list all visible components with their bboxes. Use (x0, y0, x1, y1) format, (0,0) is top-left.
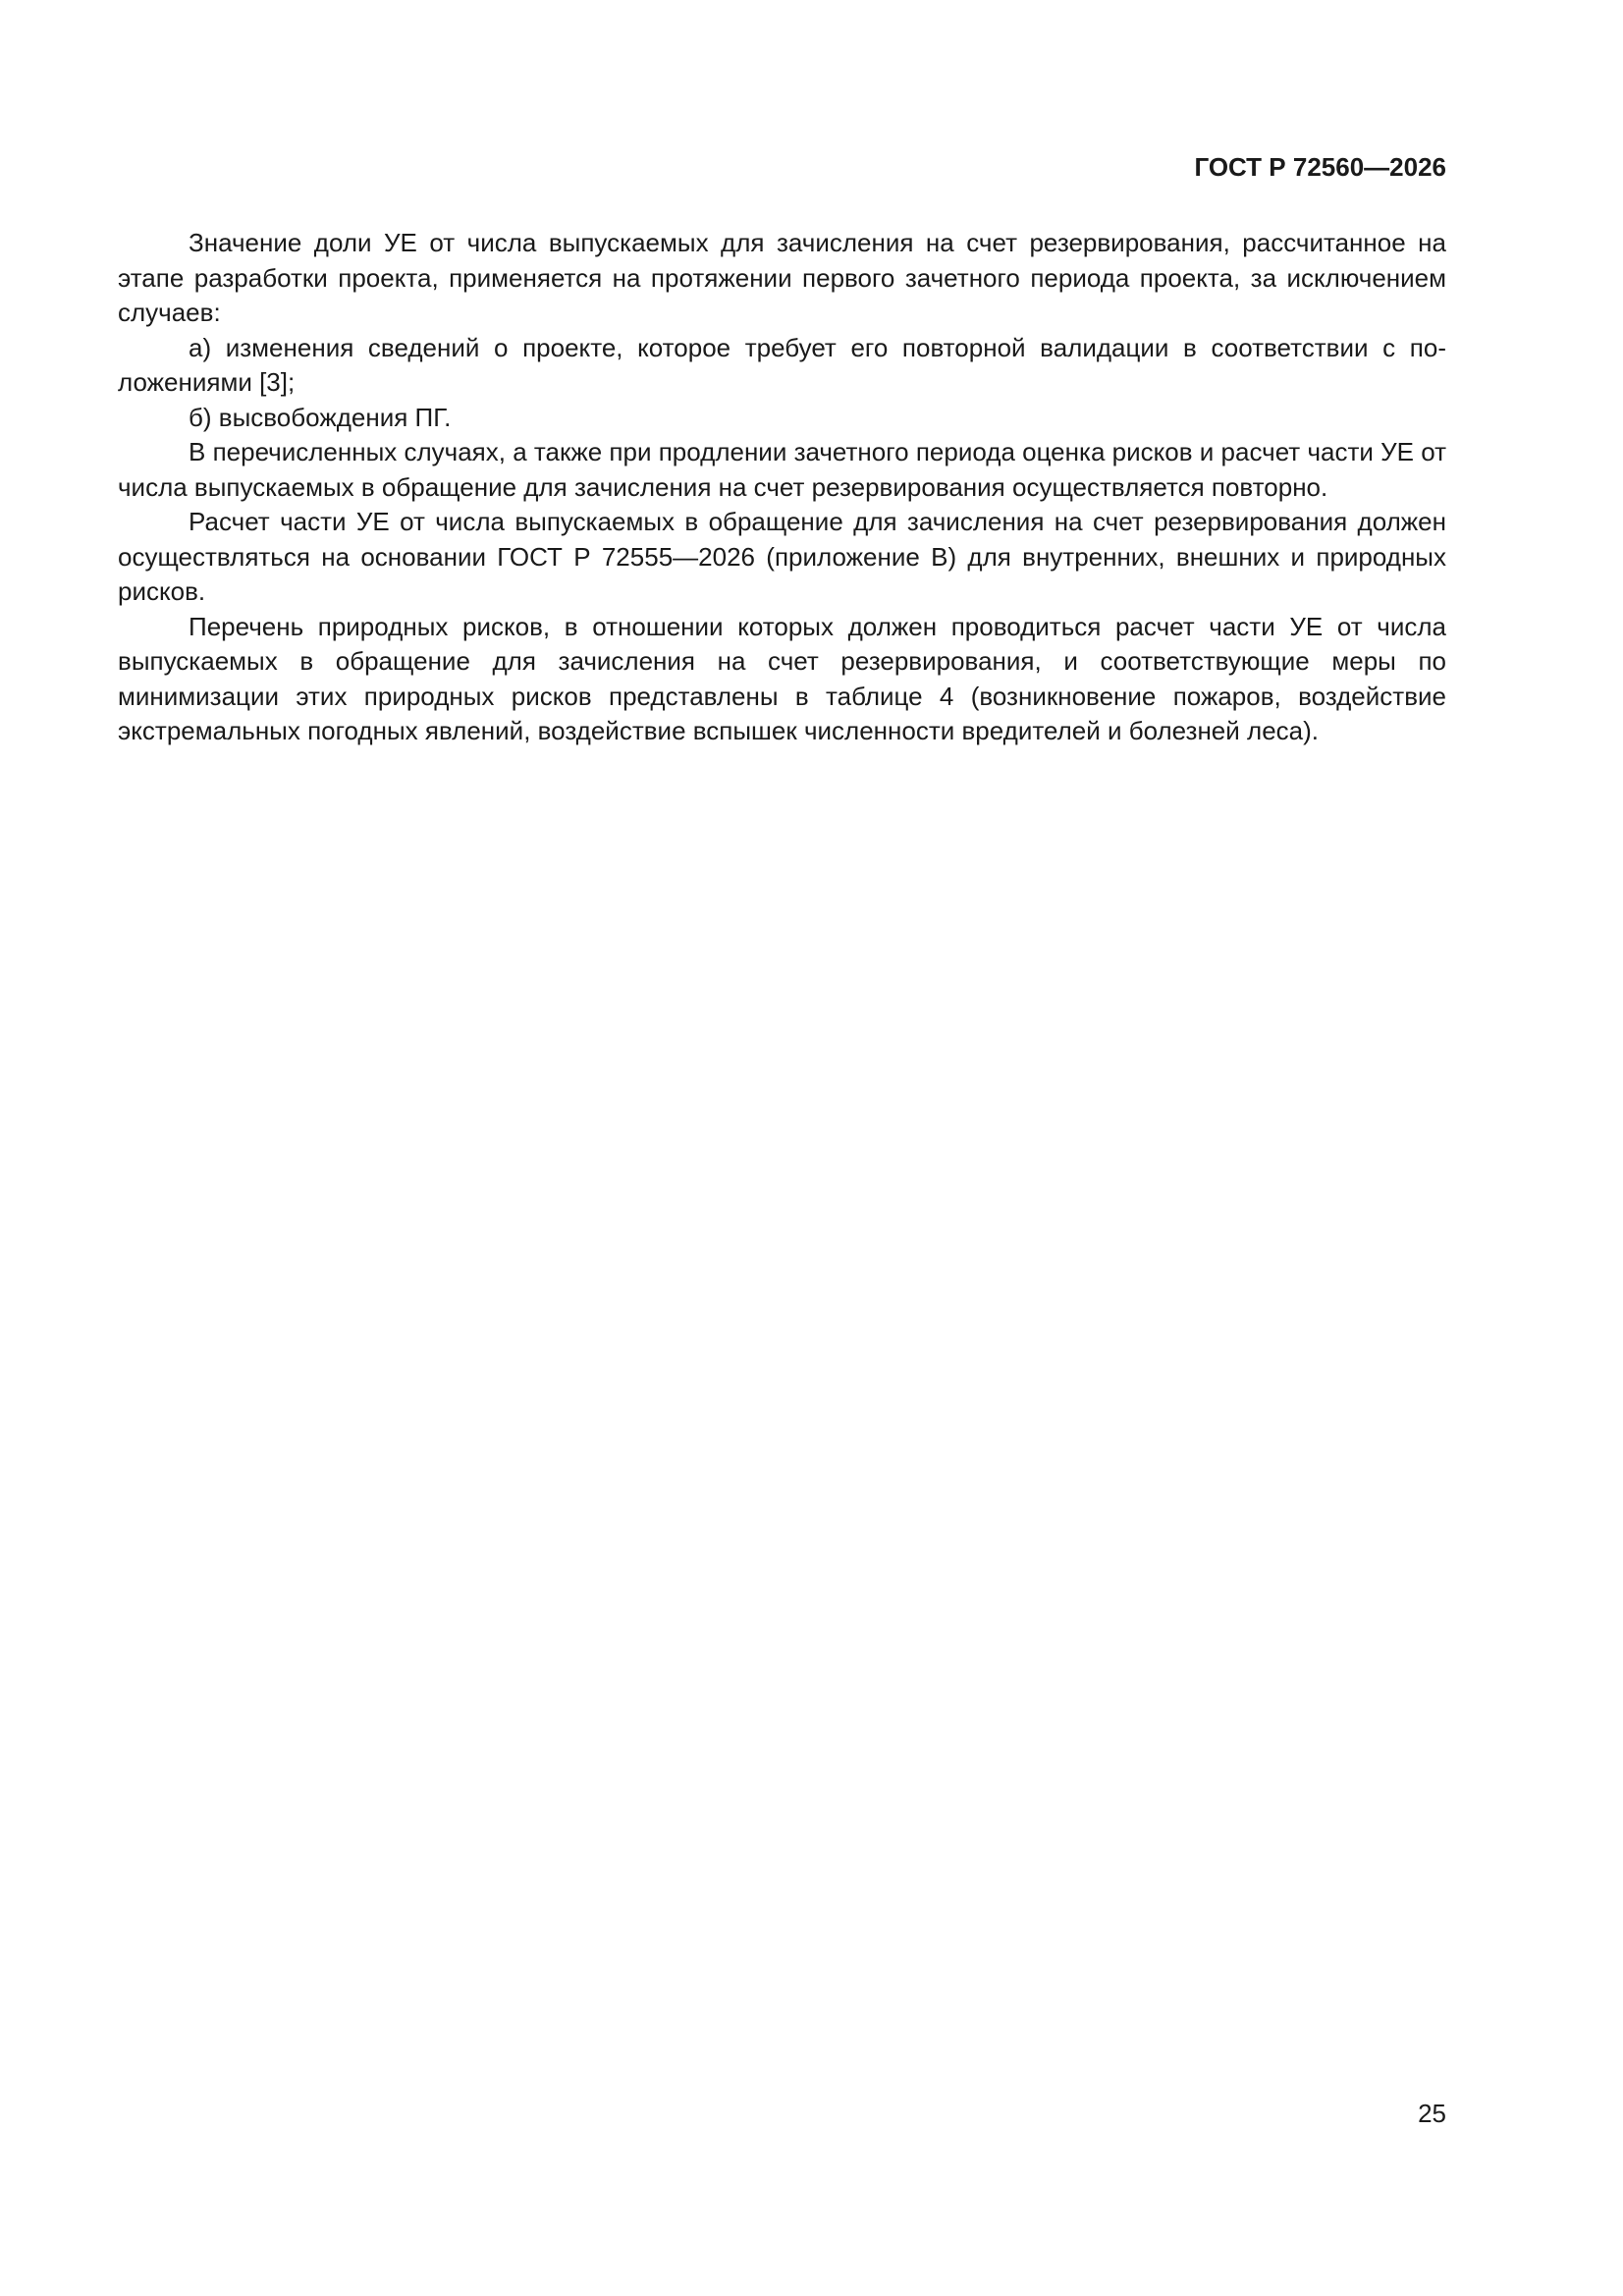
document-body (118, 226, 1446, 749)
list-item-a: а) изменения сведений о проекте, которое требует его повторной валидации в соответствии с положениями [3]; (118, 332, 1446, 397)
list-item-b: б) высвобождения ПГ. (189, 402, 452, 432)
paragraph-reserve-share: Значение доли УЕ от числа выпускаемых для зачисления на счет резервирования, рассчитанное на этапе разработки проекта, применяется на протяжении первого зачетного периода проекта, за исключением случаев: (118, 228, 1446, 327)
page-number: 25 (1418, 2099, 1446, 2128)
paragraph-calculation-basis: Расчет части УЕ от числа выпускаемых в обращение для зачисления на счет резервирования должен осуществляться на основании ГОСТ Р 72555—2026 (приложение В) для внутренних, внешних и природных рисков. (118, 507, 1446, 606)
paragraph-natural-risks: Перечень природных рисков, в отношении которых должен проводиться расчет части УЕ от числа выпускаемых в обращение для зачисления на счет резервирования, и соответствующие меры по минимизации этих природных рисков представлены в таблице 4 (возникновение пожаров, воздействие экстремальных погодных явлений, воздействие вспышек численности вредителей и болезней леса). (118, 611, 1446, 745)
document-code: ГОСТ Р 72560—2026 (1194, 152, 1446, 182)
paragraph-repeat-assessment: В перечисленных случаях, а также при продлении зачетного периода оценка рисков и расчет части УЕ от числа выпускаемых в обращение для зачисления на счет резервирования осуществляется повторно. (118, 437, 1446, 502)
